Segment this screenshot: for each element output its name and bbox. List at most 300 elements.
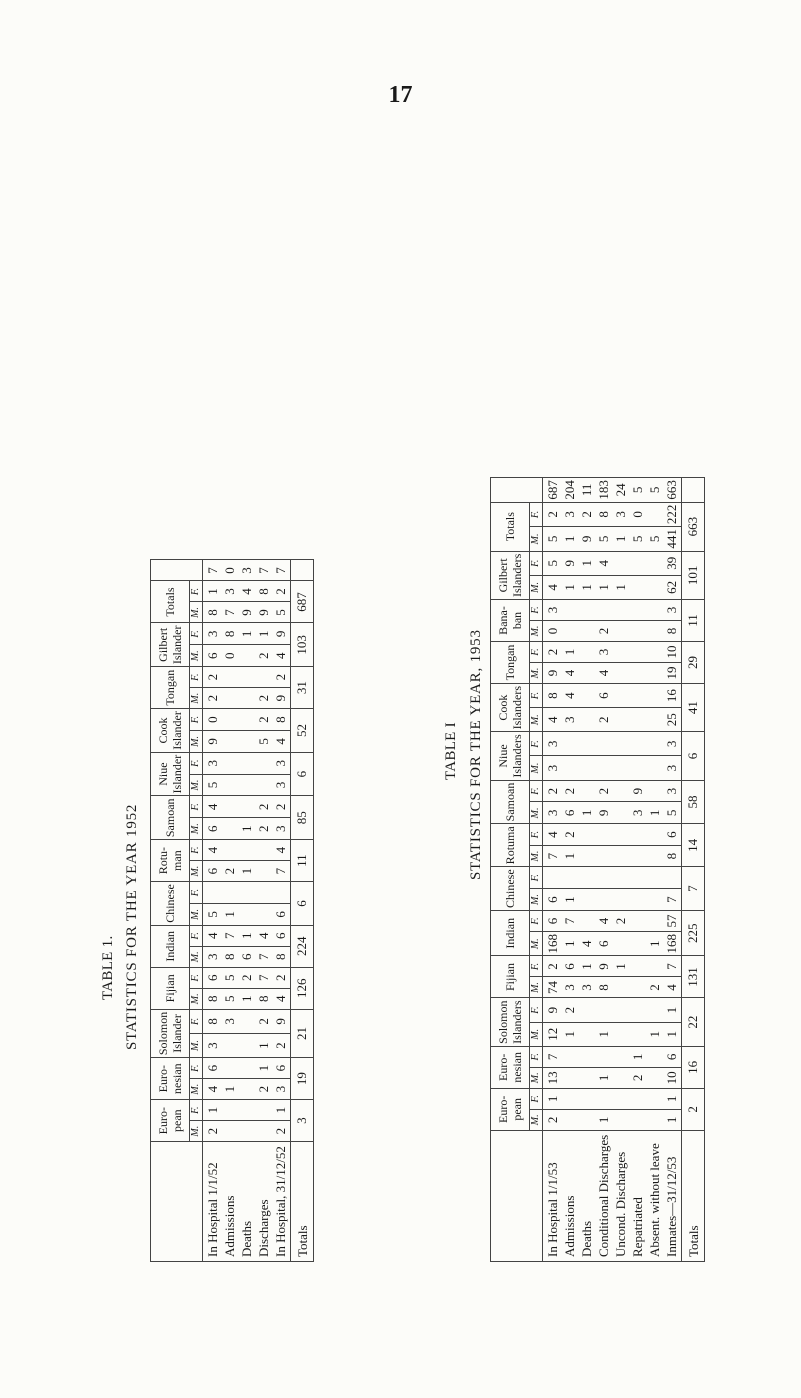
value-cell — [612, 934, 629, 954]
value-cell: 1 — [562, 648, 577, 656]
male-values — [543, 662, 682, 683]
value-cell — [561, 758, 578, 777]
value-cell — [646, 602, 663, 618]
value-cell: 7 — [205, 567, 220, 574]
group-header: Samoan — [491, 780, 530, 824]
value-cell: 2 — [256, 825, 271, 832]
value-cell — [578, 734, 595, 753]
value-cell — [238, 777, 255, 794]
male-values — [203, 818, 291, 840]
value-cell — [595, 734, 612, 753]
value-cell: 3 — [205, 953, 220, 961]
value-cell: 3 — [664, 764, 679, 772]
value-cell: 7 — [664, 963, 679, 970]
male-header: M. — [530, 575, 543, 599]
value-cell: 1 — [256, 630, 271, 638]
group-header: Solomon Islander — [151, 1009, 190, 1057]
value-cell: 8 — [205, 609, 220, 616]
value-cell: 10 — [664, 1071, 679, 1085]
male-header: M. — [530, 977, 543, 998]
group-total: 131 — [682, 956, 705, 998]
value-cell — [612, 804, 629, 821]
group-total: 224 — [291, 925, 314, 967]
value-cell: 5 — [545, 535, 560, 543]
female-header: F. — [530, 551, 543, 575]
value-cell — [612, 1025, 629, 1044]
group-total: 11 — [291, 840, 314, 882]
value-cell — [238, 690, 255, 706]
value-cell: 5 — [256, 738, 271, 745]
value-cell: 1 — [630, 1053, 645, 1061]
value-cell — [578, 602, 595, 618]
value-cell — [221, 733, 238, 750]
value-cell: 8 — [273, 953, 288, 961]
value-cell: 3 — [664, 606, 679, 614]
value-cell: 3 — [545, 764, 560, 772]
female-header: F. — [190, 796, 203, 818]
value-cell: 6 — [545, 917, 560, 925]
value-cell — [595, 602, 612, 618]
value-cell: 5 — [664, 809, 679, 817]
value-cell — [238, 647, 255, 664]
group-header: Indian — [491, 910, 530, 956]
value-cell: 2 — [273, 1042, 288, 1049]
group-total: 31 — [291, 667, 314, 709]
value-cell: 9 — [579, 535, 594, 543]
value-cell — [578, 1112, 595, 1128]
female-header: F. — [190, 1100, 203, 1121]
value-cell: 1 — [205, 588, 220, 595]
value-cell — [646, 734, 663, 753]
value-cell — [629, 1000, 646, 1019]
value-cell: 3 — [205, 759, 220, 767]
group-header: Gilbert Islander — [151, 623, 190, 667]
grand-total-blank — [291, 560, 314, 581]
male-header: M. — [190, 1079, 203, 1100]
value-cell: 3 — [562, 511, 577, 518]
value-cell: 62 — [664, 580, 679, 594]
group-header: Fijian — [491, 956, 530, 998]
value-cell: 1 — [239, 867, 254, 875]
row-label: In Hospital 1/1/53 — [545, 1162, 560, 1257]
value-cell: 6 — [545, 896, 560, 903]
value-cell: 3 — [596, 648, 611, 656]
value-cell — [238, 842, 255, 858]
value-cell: 687 — [545, 480, 560, 500]
value-cell: 1 — [596, 1116, 611, 1124]
group-header: Gilbert Islanders — [491, 551, 530, 599]
value-cell: 4 — [239, 588, 254, 595]
value-cell — [578, 623, 595, 639]
value-cell — [221, 820, 238, 837]
group-total: 41 — [682, 683, 705, 731]
value-cell — [646, 913, 663, 929]
male-values — [543, 931, 682, 956]
value-cell — [238, 1123, 255, 1139]
value-cell — [255, 906, 272, 923]
male-header: M. — [530, 756, 543, 780]
right-values — [543, 478, 682, 503]
totals-label: Totals — [291, 1142, 314, 1262]
row-label: Discharges — [256, 1199, 271, 1257]
value-cell: 4 — [273, 738, 288, 745]
value-cell: 3 — [562, 984, 577, 991]
value-cell: 8 — [545, 692, 560, 699]
value-cell: 6 — [596, 692, 611, 699]
row-labels — [203, 1142, 291, 1262]
male-values — [543, 620, 682, 641]
female-values — [203, 967, 291, 988]
male-values — [543, 575, 682, 599]
value-cell — [646, 623, 663, 639]
table-1952-subheading: STATISTICS FOR THE YEAR 1952 — [124, 803, 140, 1050]
table-1952-wrapper — [150, 112, 314, 1262]
value-cell: 8 — [205, 1018, 220, 1025]
group-header: Chinese — [491, 867, 530, 911]
value-cell: 10 — [664, 645, 679, 659]
female-header: F. — [190, 925, 203, 946]
value-cell: 3 — [613, 511, 628, 518]
value-cell — [612, 554, 629, 573]
grand-total-header — [491, 478, 543, 503]
value-cell — [221, 1060, 238, 1076]
male-values — [203, 602, 291, 623]
value-cell: 3 — [205, 630, 220, 638]
value-cell: 25 — [664, 713, 679, 727]
value-cell: 1 — [664, 1095, 679, 1103]
value-cell: 9 — [596, 809, 611, 817]
female-values — [203, 709, 291, 731]
value-cell: 1 — [664, 1031, 679, 1038]
value-cell: 663 — [664, 480, 679, 500]
value-cell: 6 — [273, 911, 288, 918]
group-total: 21 — [291, 1009, 314, 1057]
group-header: Niue Islanders — [491, 732, 530, 780]
table-1952 — [150, 559, 314, 1262]
value-cell: 1 — [562, 852, 577, 860]
female-header: F. — [530, 599, 543, 620]
male-header: M. — [190, 818, 203, 840]
value-cell — [612, 758, 629, 777]
male-values — [203, 903, 291, 925]
value-cell: 8 — [596, 984, 611, 991]
group-total: 85 — [291, 796, 314, 840]
male-header: M. — [190, 903, 203, 925]
value-cell: 4 — [205, 1085, 220, 1093]
value-cell: 183 — [596, 480, 611, 500]
value-cell: 8 — [205, 995, 220, 1003]
value-cell: 168 — [545, 933, 560, 954]
value-cell: 1 — [596, 584, 611, 591]
group-header: Tongan — [151, 667, 190, 709]
value-cell: 7 — [664, 896, 679, 903]
value-cell — [238, 1060, 255, 1076]
value-cell: 1 — [239, 995, 254, 1003]
value-cell — [629, 979, 646, 995]
female-header: F. — [190, 581, 203, 602]
row-label: Deaths — [579, 1220, 594, 1257]
female-values — [203, 1100, 291, 1121]
value-cell: 74 — [545, 980, 560, 994]
female-values — [203, 925, 291, 946]
grand-total-blank — [682, 478, 705, 503]
value-cell — [221, 777, 238, 794]
value-cell — [646, 578, 663, 597]
value-cell: 2 — [545, 963, 560, 970]
value-cell — [595, 869, 612, 886]
value-cell: 2 — [273, 803, 288, 811]
table-1953 — [490, 477, 705, 1262]
value-cell — [238, 884, 255, 901]
group-header-row — [151, 560, 190, 1262]
value-cell: 2 — [545, 787, 560, 795]
male-header: M. — [190, 1121, 203, 1142]
value-cell — [255, 777, 272, 794]
value-cell: 9 — [205, 738, 220, 745]
male-header: M. — [530, 708, 543, 732]
value-cell: 1 — [222, 911, 237, 918]
value-cell: 2 — [273, 974, 288, 982]
value-cell: 8 — [596, 511, 611, 518]
female-header: F. — [190, 840, 203, 861]
value-cell — [612, 1000, 629, 1019]
value-cell — [578, 686, 595, 705]
value-cell — [578, 869, 595, 886]
value-cell — [221, 755, 238, 772]
value-cell: 6 — [273, 1064, 288, 1072]
group-total: 52 — [291, 709, 314, 753]
value-cell: 3 — [545, 740, 560, 748]
value-cell: 1 — [613, 535, 628, 543]
male-values — [543, 977, 682, 998]
value-cell — [204, 884, 221, 901]
value-cell: 1 — [239, 630, 254, 638]
value-cell — [595, 891, 612, 908]
value-cell: 1 — [239, 825, 254, 832]
table-row — [543, 478, 682, 1262]
female-values — [203, 840, 291, 861]
value-cell: 4 — [596, 560, 611, 567]
female-header: F. — [530, 502, 543, 527]
value-cell — [238, 755, 255, 772]
value-cell: 1 — [562, 535, 577, 543]
female-values — [543, 910, 682, 931]
value-cell — [629, 1025, 646, 1044]
value-cell: 168 — [664, 933, 679, 954]
female-header: F. — [190, 882, 203, 904]
row-label: Uncond. Discharges — [613, 1151, 628, 1257]
value-cell — [646, 1070, 663, 1086]
value-cell: 2 — [256, 716, 271, 723]
value-cell — [629, 934, 646, 954]
value-cell: 39 — [664, 556, 679, 570]
value-cell — [612, 734, 629, 753]
value-cell — [629, 665, 646, 681]
female-values — [543, 867, 682, 889]
male-header: M. — [190, 602, 203, 623]
value-cell: 1 — [239, 932, 254, 940]
value-cell — [238, 798, 255, 815]
male-values — [203, 1079, 291, 1100]
value-cell: 1 — [562, 1031, 577, 1038]
group-total: 22 — [682, 998, 705, 1046]
value-cell: 9 — [596, 963, 611, 970]
value-cell: 441 — [664, 529, 679, 549]
group-header: Chinese — [151, 882, 190, 926]
value-cell: 6 — [273, 932, 288, 940]
group-header: Niue Islander — [151, 752, 190, 796]
female-values — [203, 1009, 291, 1033]
group-total: 103 — [291, 623, 314, 667]
male-values — [203, 988, 291, 1009]
value-cell: 19 — [664, 666, 679, 680]
group-header: Totals — [151, 581, 190, 623]
value-cell: 9 — [256, 609, 271, 616]
value-cell: 7 — [256, 974, 271, 982]
female-header: F. — [530, 683, 543, 707]
group-header: Totals — [491, 502, 530, 551]
male-header: M. — [190, 861, 203, 882]
value-cell: 8 — [664, 627, 679, 635]
value-cell: 2 — [256, 1085, 271, 1093]
value-cell: 0 — [222, 652, 237, 659]
value-cell — [629, 578, 646, 597]
value-cell — [578, 826, 595, 843]
female-header: F. — [530, 1088, 543, 1109]
corner-cell — [491, 1130, 543, 1261]
value-cell — [221, 690, 238, 706]
female-header: F. — [530, 641, 543, 662]
value-cell — [646, 783, 663, 800]
group-header: Indian — [151, 925, 190, 967]
row-label: In Hospital, 31/12/52 — [273, 1146, 288, 1257]
group-total: 16 — [682, 1046, 705, 1088]
value-cell — [612, 1091, 629, 1107]
value-cell — [612, 665, 629, 681]
value-cell — [646, 710, 663, 729]
male-values — [543, 1109, 682, 1130]
value-cell — [612, 848, 629, 865]
female-header: F. — [190, 1009, 203, 1033]
female-values — [203, 752, 291, 774]
value-cell: 6 — [205, 652, 220, 659]
male-values — [203, 645, 291, 667]
male-values — [543, 1067, 682, 1088]
value-cell — [255, 1102, 272, 1118]
value-cell — [646, 958, 663, 974]
value-cell — [595, 1000, 612, 1019]
value-cell — [578, 1049, 595, 1065]
value-cell: 9 — [630, 787, 645, 795]
value-cell: 5 — [545, 560, 560, 567]
female-header: F. — [190, 623, 203, 645]
value-cell — [544, 869, 561, 886]
value-cell: 1 — [647, 940, 662, 947]
value-cell — [646, 891, 663, 908]
value-cell: 2 — [562, 1006, 577, 1014]
value-cell — [561, 623, 578, 639]
value-cell: 2 — [273, 673, 288, 681]
value-cell — [221, 842, 238, 858]
value-cell: 2 — [545, 1116, 560, 1124]
value-cell: 7 — [545, 852, 560, 860]
male-values — [203, 730, 291, 752]
value-cell: 6 — [205, 825, 220, 832]
value-cell: 1 — [613, 584, 628, 591]
value-cell: 1 — [273, 1106, 288, 1114]
value-cell: 9 — [239, 609, 254, 616]
value-cell: 2 — [630, 1074, 645, 1082]
value-cell: 6 — [664, 831, 679, 838]
value-cell — [238, 669, 255, 685]
table-1953-wrapper — [490, 42, 705, 1262]
female-values — [543, 551, 682, 575]
value-cell: 3 — [579, 984, 594, 991]
male-header: M. — [190, 774, 203, 796]
value-cell — [612, 891, 629, 908]
value-cell — [255, 842, 272, 858]
female-values — [203, 882, 291, 904]
value-cell: 1 — [596, 1031, 611, 1038]
value-cell: 6 — [562, 963, 577, 970]
value-cell: 2 — [647, 984, 662, 991]
value-cell — [221, 711, 238, 728]
page-number: 17 — [388, 82, 413, 108]
value-cell: 8 — [256, 588, 271, 595]
value-cell: 8 — [222, 953, 237, 961]
value-cell — [255, 669, 272, 685]
value-cell: 5 — [205, 911, 220, 918]
female-values — [543, 641, 682, 662]
male-header: M. — [190, 645, 203, 667]
male-values — [543, 527, 682, 552]
value-cell — [612, 1049, 629, 1065]
group-header: Samoan — [151, 796, 190, 840]
group-total: 6 — [682, 732, 705, 780]
value-cell: 4 — [273, 846, 288, 854]
group-header: Fijian — [151, 967, 190, 1009]
value-cell: 16 — [664, 689, 679, 703]
value-cell: 11 — [579, 483, 594, 497]
value-cell: 6 — [596, 940, 611, 947]
value-cell: 4 — [562, 692, 577, 699]
value-cell: 1 — [562, 584, 577, 591]
value-cell — [561, 1070, 578, 1086]
female-header: F. — [530, 867, 543, 889]
group-total: 19 — [291, 1058, 314, 1100]
value-cell — [221, 798, 238, 815]
female-values — [203, 796, 291, 818]
value-cell: 3 — [664, 787, 679, 795]
value-cell: 3 — [273, 1085, 288, 1093]
value-cell: 5 — [222, 974, 237, 982]
value-cell: 6 — [205, 974, 220, 982]
value-cell: 4 — [545, 716, 560, 723]
value-cell: 6 — [205, 1064, 220, 1072]
female-header: F. — [190, 967, 203, 988]
value-cell — [578, 848, 595, 865]
group-header: Euro- nesian — [491, 1046, 530, 1088]
value-cell — [578, 891, 595, 908]
female-header: F. — [530, 956, 543, 977]
group-header: Solomon Islanders — [491, 998, 530, 1046]
totals-label: Totals — [682, 1130, 705, 1261]
value-cell — [238, 1036, 255, 1055]
value-cell: 4 — [205, 803, 220, 811]
value-cell: 2 — [579, 511, 594, 518]
value-cell — [238, 733, 255, 750]
value-cell — [646, 758, 663, 777]
